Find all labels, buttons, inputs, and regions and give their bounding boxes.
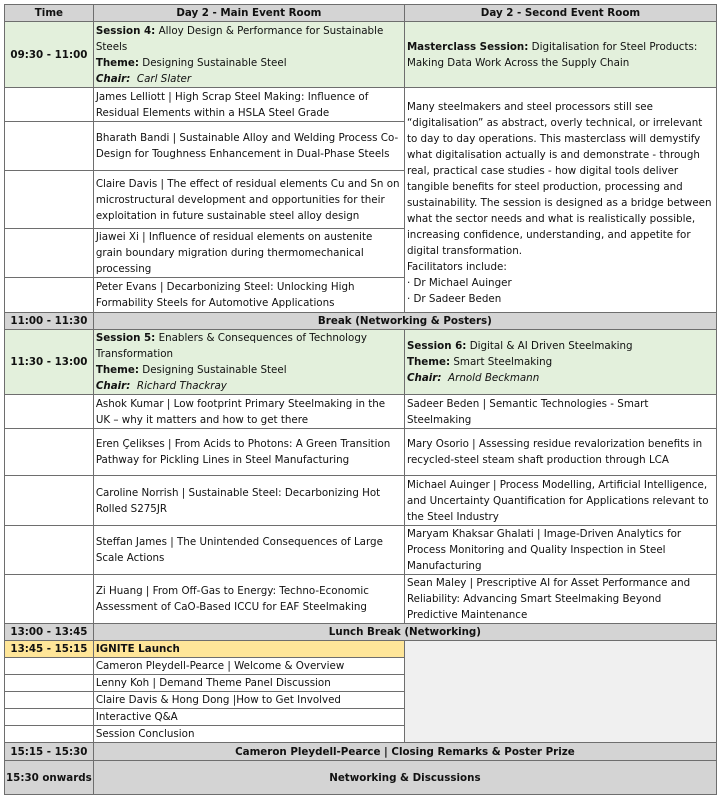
time-cell-empty bbox=[5, 709, 94, 726]
talk-cell: Michael Auinger | Process Modelling, Artificial Intelligence, and Uncertainty Quantification for Applications relevant to the Steel Industry bbox=[404, 476, 716, 526]
header-second-room: Day 2 - Second Event Room bbox=[404, 5, 716, 22]
talk-cell: Eren Çelikses | From Acids to Photons: A Green Transition Pathway for Pickling Lines in Steel Manufacturing bbox=[93, 429, 404, 476]
session6-theme-label: Theme: bbox=[406, 356, 451, 368]
facilitator-item: · Dr Michael Auinger bbox=[406, 277, 512, 289]
break-time: 11:00 - 11:30 bbox=[5, 313, 94, 330]
time-cell-empty bbox=[5, 526, 94, 575]
session4-theme-label: Theme: bbox=[95, 56, 139, 69]
ignite-item: Claire Davis & Hong Dong |How to Get Involved bbox=[93, 692, 404, 709]
ignite-item: Interactive Q&A bbox=[93, 709, 404, 726]
session4-chair: Carl Slater bbox=[136, 72, 192, 85]
second-room-empty-cell bbox=[404, 641, 716, 743]
session6-chair: Arnold Beckmann bbox=[448, 372, 540, 384]
lunch-time: 13:00 - 13:45 bbox=[5, 624, 94, 641]
talk-cell: Maryam Khaksar Ghalati | Image-Driven Analytics for Process Monitoring and Quality Inspection in Steel Manufacturing bbox=[404, 526, 716, 575]
time-cell-empty bbox=[5, 692, 94, 709]
table-row bbox=[5, 429, 717, 476]
session4-chair-label: Chair: bbox=[95, 72, 131, 85]
talk-cell: Zi Huang | From Off-Gas to Energy: Techno-Economic Assessment of CaO-Based ICCU for EAF Steelmaking bbox=[93, 575, 404, 624]
time-cell-empty bbox=[5, 675, 94, 692]
session5-theme: Designing Sustainable Steel bbox=[142, 364, 287, 376]
session5-chair: Richard Thackray bbox=[136, 380, 227, 392]
networking-label: Networking & Discussions bbox=[93, 761, 716, 795]
session5-time: 11:30 - 13:00 bbox=[5, 330, 94, 395]
break-label: Break (Networking & Posters) bbox=[93, 313, 716, 330]
session4-row bbox=[5, 22, 717, 88]
session4-title: Alloy Design & Performance for Sustainable Steels bbox=[95, 24, 384, 53]
ignite-time: 13:45 - 15:15 bbox=[5, 641, 94, 658]
time-cell-empty bbox=[5, 726, 94, 743]
break-row bbox=[5, 313, 717, 330]
header-main-room: Day 2 - Main Event Room bbox=[93, 5, 404, 22]
table-row bbox=[5, 476, 717, 526]
header-row bbox=[5, 5, 717, 22]
talk-cell: Sadeer Beden | Semantic Technologies - Smart Steelmaking bbox=[404, 395, 716, 429]
time-cell-empty bbox=[5, 476, 94, 526]
talk-cell: Steffan James | The Unintended Consequences of Large Scale Actions bbox=[93, 526, 404, 575]
networking-time: 15:30 onwards bbox=[5, 761, 94, 795]
talk-cell: Sean Maley | Prescriptive AI for Asset Performance and Reliability: Advancing Smart Steelmaking Beyond Predictive Maintenance bbox=[404, 575, 716, 624]
ignite-item: Session Conclusion bbox=[93, 726, 404, 743]
table-row bbox=[5, 526, 717, 575]
talk-cell: Mary Osorio | Assessing residue revalorization benefits in recycled-steel steam shaft production through LCA bbox=[404, 429, 716, 476]
session4-theme: Designing Sustainable Steel bbox=[142, 56, 287, 69]
session5-title: Enablers & Consequences of Technology Transformation bbox=[95, 332, 367, 360]
time-cell-empty bbox=[5, 88, 94, 122]
session6-title: Digital & AI Driven Steelmaking bbox=[469, 340, 633, 352]
lunch-row bbox=[5, 624, 717, 641]
lunch-label: Lunch Break (Networking) bbox=[93, 624, 716, 641]
session5-theme-label: Theme: bbox=[95, 364, 139, 376]
facilitators-label: Facilitators include: bbox=[406, 261, 507, 273]
talk-cell: Bharath Bandi | Sustainable Alloy and Welding Process Co-Design for Toughness Enhancement in Dual-Phase Steels bbox=[93, 122, 404, 171]
session6-theme: Smart Steelmaking bbox=[453, 356, 553, 368]
time-cell-empty bbox=[5, 229, 94, 278]
session6-header bbox=[404, 330, 716, 395]
talk-cell: Jiawei Xi | Influence of residual elements on austenite grain boundary migration during thermomechanical processing bbox=[93, 229, 404, 278]
talk-cell: Claire Davis | The effect of residual elements Cu and Sn on microstructural development and opportunities for their exploitation in future sustainable steel alloy design bbox=[93, 171, 404, 229]
time-cell-empty bbox=[5, 395, 94, 429]
masterclass-description: Many steelmakers and steel processors still see “digitalisation” as abstract, overly technical, or irrelevant to day to day operations. This masterclass will demystify what digitalisation actually is and demonstrate - through real, practical case studies - how digital tools deliver tangible benefits for steel production, processing and sustainability. The session is designed as a bridge between what the sector needs and what is realistically possible, increasing confidence, understanding, and appetite for digital transformation. bbox=[406, 101, 712, 257]
facilitator-item: · Dr Sadeer Beden bbox=[406, 293, 502, 305]
time-cell-empty bbox=[5, 575, 94, 624]
session5-chair-label: Chair: bbox=[95, 380, 131, 392]
session5-header bbox=[93, 330, 404, 395]
session4-time: 09:30 - 11:00 bbox=[5, 22, 94, 88]
schedule-table bbox=[4, 4, 717, 795]
table-row bbox=[5, 575, 717, 624]
masterclass-label: Masterclass Session: bbox=[406, 40, 529, 53]
time-cell-empty bbox=[5, 429, 94, 476]
talk-cell: Ashok Kumar | Low footprint Primary Steelmaking in the UK – why it matters and how to get there bbox=[93, 395, 404, 429]
session6-chair-label: Chair: bbox=[406, 372, 442, 384]
session6-label: Session 6: bbox=[406, 340, 467, 352]
time-cell-empty bbox=[5, 171, 94, 229]
closing-row bbox=[5, 743, 717, 761]
closing-time: 15:15 - 15:30 bbox=[5, 743, 94, 761]
session5-label: Session 5: bbox=[95, 332, 156, 344]
header-time: Time bbox=[5, 5, 94, 22]
time-cell-empty bbox=[5, 658, 94, 675]
masterclass-title: Digitalisation for Steel Products: Making Data Work Across the Supply Chain bbox=[406, 40, 698, 69]
talk-cell: Peter Evans | Decarbonizing Steel: Unlocking High Formability Steels for Automotive Applications bbox=[93, 278, 404, 313]
table-row bbox=[5, 88, 717, 122]
session5-row bbox=[5, 330, 717, 395]
ignite-item: Lenny Koh | Demand Theme Panel Discussion bbox=[93, 675, 404, 692]
ignite-row bbox=[5, 641, 717, 658]
session4-header bbox=[93, 22, 404, 88]
time-cell-empty bbox=[5, 278, 94, 313]
masterclass-description-cell bbox=[404, 88, 716, 313]
networking-row bbox=[5, 761, 717, 795]
table-row bbox=[5, 395, 717, 429]
time-cell-empty bbox=[5, 122, 94, 171]
masterclass-header bbox=[404, 22, 716, 88]
talk-cell: James Lelliott | High Scrap Steel Making: Influence of Residual Elements within a HSLA Steel Grade bbox=[93, 88, 404, 122]
talk-cell: Caroline Norrish | Sustainable Steel: Decarbonizing Hot Rolled S275JR bbox=[93, 476, 404, 526]
ignite-item: Cameron Pleydell-Pearce | Welcome & Overview bbox=[93, 658, 404, 675]
closing-label: Cameron Pleydell-Pearce | Closing Remarks & Poster Prize bbox=[93, 743, 716, 761]
session4-label: Session 4: bbox=[95, 24, 156, 37]
ignite-title: IGNITE Launch bbox=[93, 641, 404, 658]
